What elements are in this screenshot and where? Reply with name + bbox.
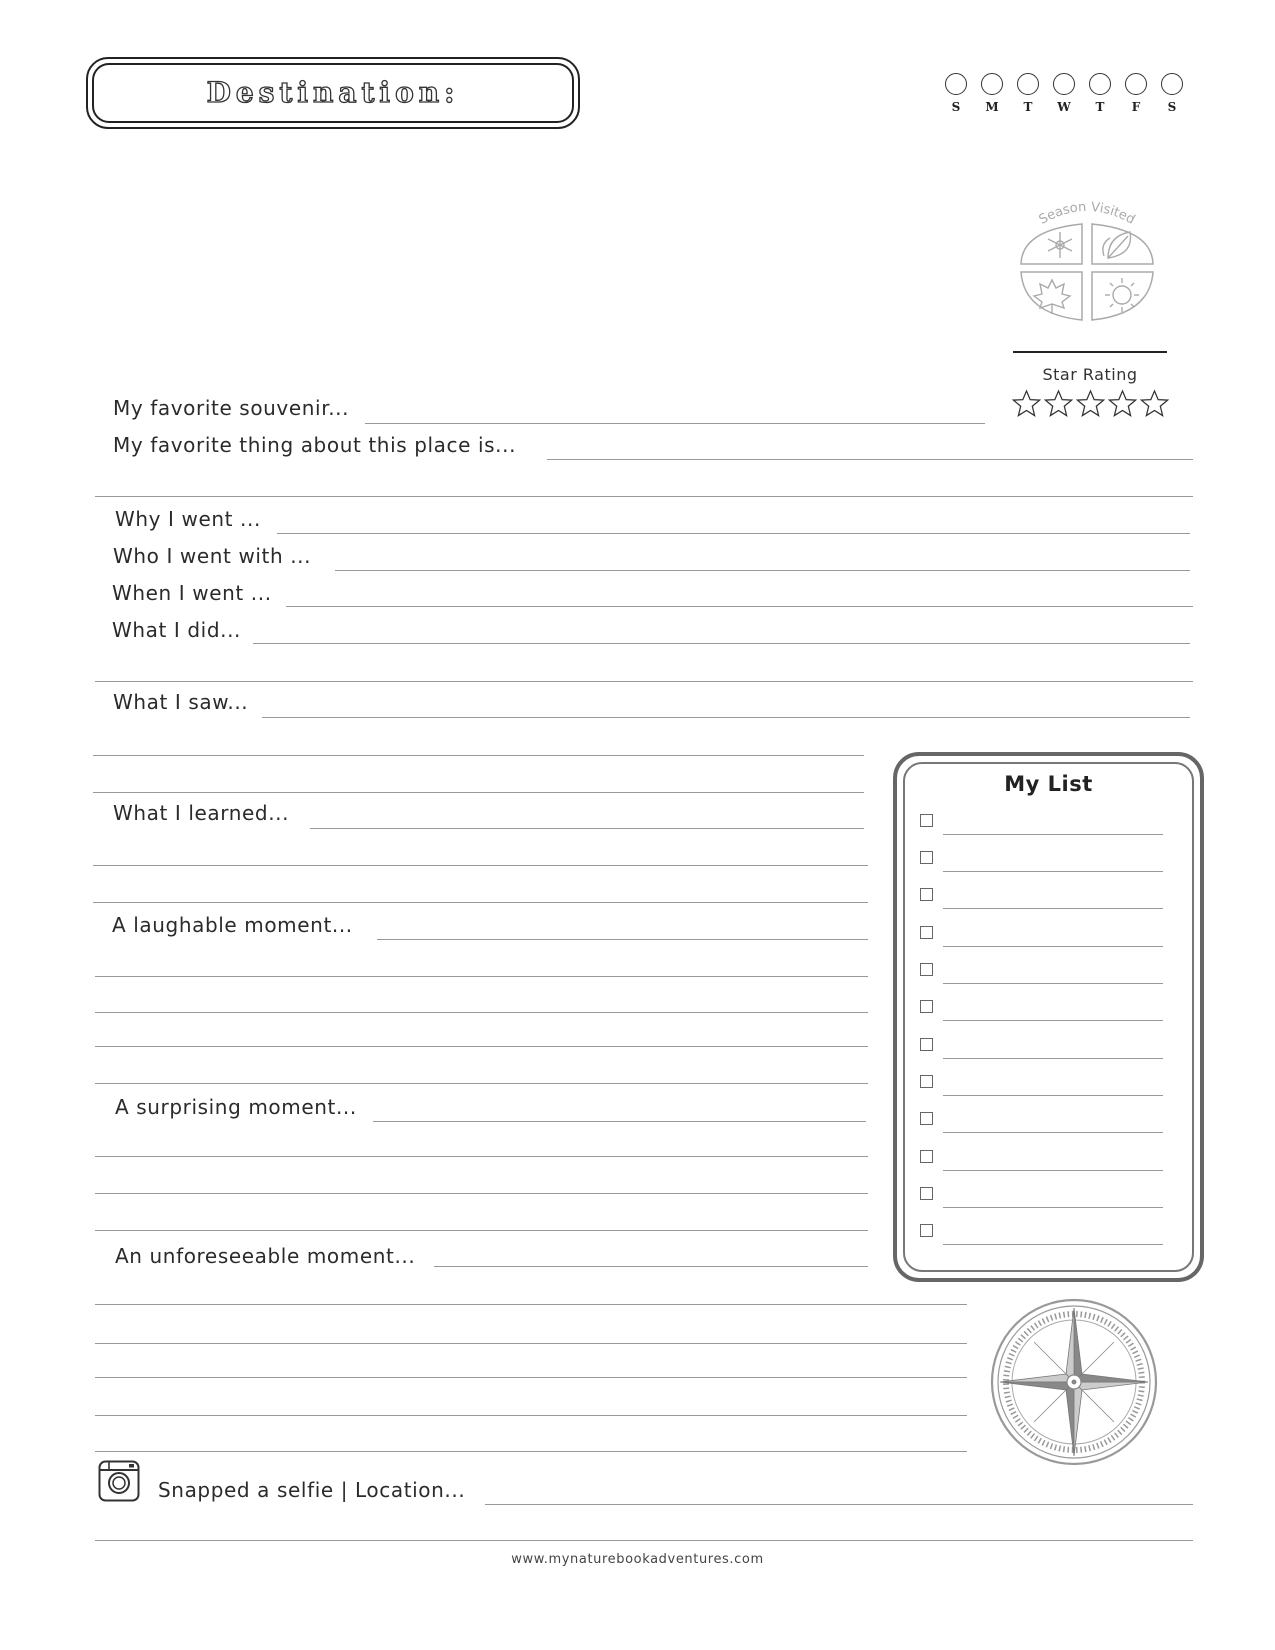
souvenir-label: My favorite souvenir...: [113, 396, 350, 420]
list-checkbox[interactable]: [920, 1112, 933, 1125]
list-checkbox[interactable]: [920, 1224, 933, 1237]
saw-line-3[interactable]: [93, 792, 864, 793]
day-circle-saturday[interactable]: [1161, 73, 1183, 95]
learned-label: What I learned...: [113, 801, 290, 825]
leaf-icon: [1103, 232, 1131, 258]
maple-leaf-icon: [1034, 280, 1070, 314]
learned-line-3[interactable]: [93, 902, 868, 903]
spring-quadrant[interactable]: [1092, 224, 1153, 264]
star-icon-5[interactable]: [1140, 389, 1169, 418]
list-checkbox[interactable]: [920, 814, 933, 827]
list-item-line[interactable]: [943, 908, 1163, 909]
surprising-line-2[interactable]: [95, 1156, 868, 1157]
snowflake-icon: [1048, 232, 1072, 258]
selfie-line-2[interactable]: [95, 1540, 1193, 1541]
list-checkbox[interactable]: [920, 851, 933, 864]
day-letter: W: [1057, 100, 1071, 114]
when-label: When I went ...: [112, 581, 272, 605]
day-letter: F: [1131, 100, 1141, 114]
my-list-title: My List: [1004, 772, 1093, 796]
who-label: Who I went with ...: [113, 544, 312, 568]
laughable-line-2[interactable]: [95, 976, 868, 977]
day-letter: T: [1023, 100, 1033, 114]
why-label: Why I went ...: [115, 507, 261, 531]
did-line-2[interactable]: [95, 681, 1193, 682]
list-checkbox[interactable]: [920, 1075, 933, 1088]
surprising-line[interactable]: [373, 1121, 866, 1122]
learned-line[interactable]: [310, 828, 864, 829]
day-letter: S: [1167, 100, 1177, 114]
list-item-line[interactable]: [943, 871, 1163, 872]
list-checkbox[interactable]: [920, 1187, 933, 1200]
favorite-thing-line-2[interactable]: [95, 496, 1193, 497]
unforeseeable-line-2[interactable]: [95, 1304, 967, 1305]
list-checkbox[interactable]: [920, 888, 933, 901]
selfie-label: Snapped a selfie | Location...: [158, 1478, 466, 1502]
when-line[interactable]: [286, 606, 1193, 607]
list-checkbox[interactable]: [920, 963, 933, 976]
learned-line-2[interactable]: [93, 865, 868, 866]
saw-line-2[interactable]: [93, 755, 864, 756]
list-checkbox[interactable]: [920, 1000, 933, 1013]
unforeseeable-line-6[interactable]: [95, 1451, 967, 1452]
day-circle-friday[interactable]: [1125, 73, 1147, 95]
did-line[interactable]: [253, 643, 1190, 644]
surprising-line-4[interactable]: [95, 1230, 868, 1231]
saw-line[interactable]: [262, 717, 1190, 718]
favorite-thing-line[interactable]: [547, 459, 1193, 460]
list-item-line[interactable]: [943, 946, 1163, 947]
who-line[interactable]: [335, 570, 1190, 571]
winter-quadrant[interactable]: [1021, 224, 1082, 264]
why-line[interactable]: [277, 533, 1190, 534]
list-item-line[interactable]: [943, 1020, 1163, 1021]
favorite-thing-label: My favorite thing about this place is...: [113, 433, 517, 457]
unforeseeable-line-5[interactable]: [95, 1415, 967, 1416]
star-rating-divider: [1013, 351, 1167, 353]
souvenir-line[interactable]: [365, 423, 985, 424]
list-item-line[interactable]: [943, 1132, 1163, 1133]
unforeseeable-line-3[interactable]: [95, 1343, 967, 1344]
star-icon-4[interactable]: [1108, 389, 1137, 418]
laughable-label: A laughable moment...: [112, 913, 353, 937]
laughable-line-4[interactable]: [95, 1046, 868, 1047]
destination-title[interactable]: Destination:: [206, 76, 460, 109]
unforeseeable-line-4[interactable]: [95, 1377, 967, 1378]
did-label: What I did...: [112, 618, 241, 642]
selfie-location-line[interactable]: [485, 1504, 1193, 1505]
list-item-line[interactable]: [943, 983, 1163, 984]
list-item-line[interactable]: [943, 1058, 1163, 1059]
day-circle-monday[interactable]: [981, 73, 1003, 95]
surprising-line-3[interactable]: [95, 1193, 868, 1194]
list-checkbox[interactable]: [920, 926, 933, 939]
day-circle-thursday[interactable]: [1089, 73, 1111, 95]
unforeseeable-line[interactable]: [434, 1266, 868, 1267]
laughable-line-5[interactable]: [95, 1083, 868, 1084]
star-icon-2[interactable]: [1044, 389, 1073, 418]
list-item-line[interactable]: [943, 1207, 1163, 1208]
day-circle-tuesday[interactable]: [1017, 73, 1039, 95]
compass-rose-icon: [988, 1296, 1160, 1468]
list-item-line[interactable]: [943, 1244, 1163, 1245]
star-icon-3[interactable]: [1076, 389, 1105, 418]
sun-icon: [1105, 278, 1139, 312]
list-checkbox[interactable]: [920, 1038, 933, 1051]
season-visited-title: Season Visited: [1036, 199, 1138, 228]
star-icon-1[interactable]: [1012, 389, 1041, 418]
list-item-line[interactable]: [943, 1170, 1163, 1171]
my-list-frame-inner: [903, 762, 1194, 1272]
footer-url[interactable]: www.mynaturebookadventures.com: [511, 1552, 764, 1567]
day-letter: S: [951, 100, 961, 114]
saw-label: What I saw...: [113, 690, 249, 714]
camera-icon: [98, 1460, 140, 1502]
list-item-line[interactable]: [943, 834, 1163, 835]
day-letter: T: [1095, 100, 1105, 114]
list-checkbox[interactable]: [920, 1150, 933, 1163]
star-rating-label: Star Rating: [1042, 365, 1138, 384]
laughable-line-3[interactable]: [95, 1012, 868, 1013]
list-item-line[interactable]: [943, 1095, 1163, 1096]
day-circle-wednesday[interactable]: [1053, 73, 1075, 95]
unforeseeable-label: An unforeseeable moment...: [115, 1244, 416, 1268]
day-letter: M: [985, 100, 999, 114]
day-circle-sunday[interactable]: [945, 73, 967, 95]
surprising-label: A surprising moment...: [115, 1095, 357, 1119]
laughable-line[interactable]: [377, 939, 868, 940]
season-visited-badge: [1012, 198, 1162, 330]
